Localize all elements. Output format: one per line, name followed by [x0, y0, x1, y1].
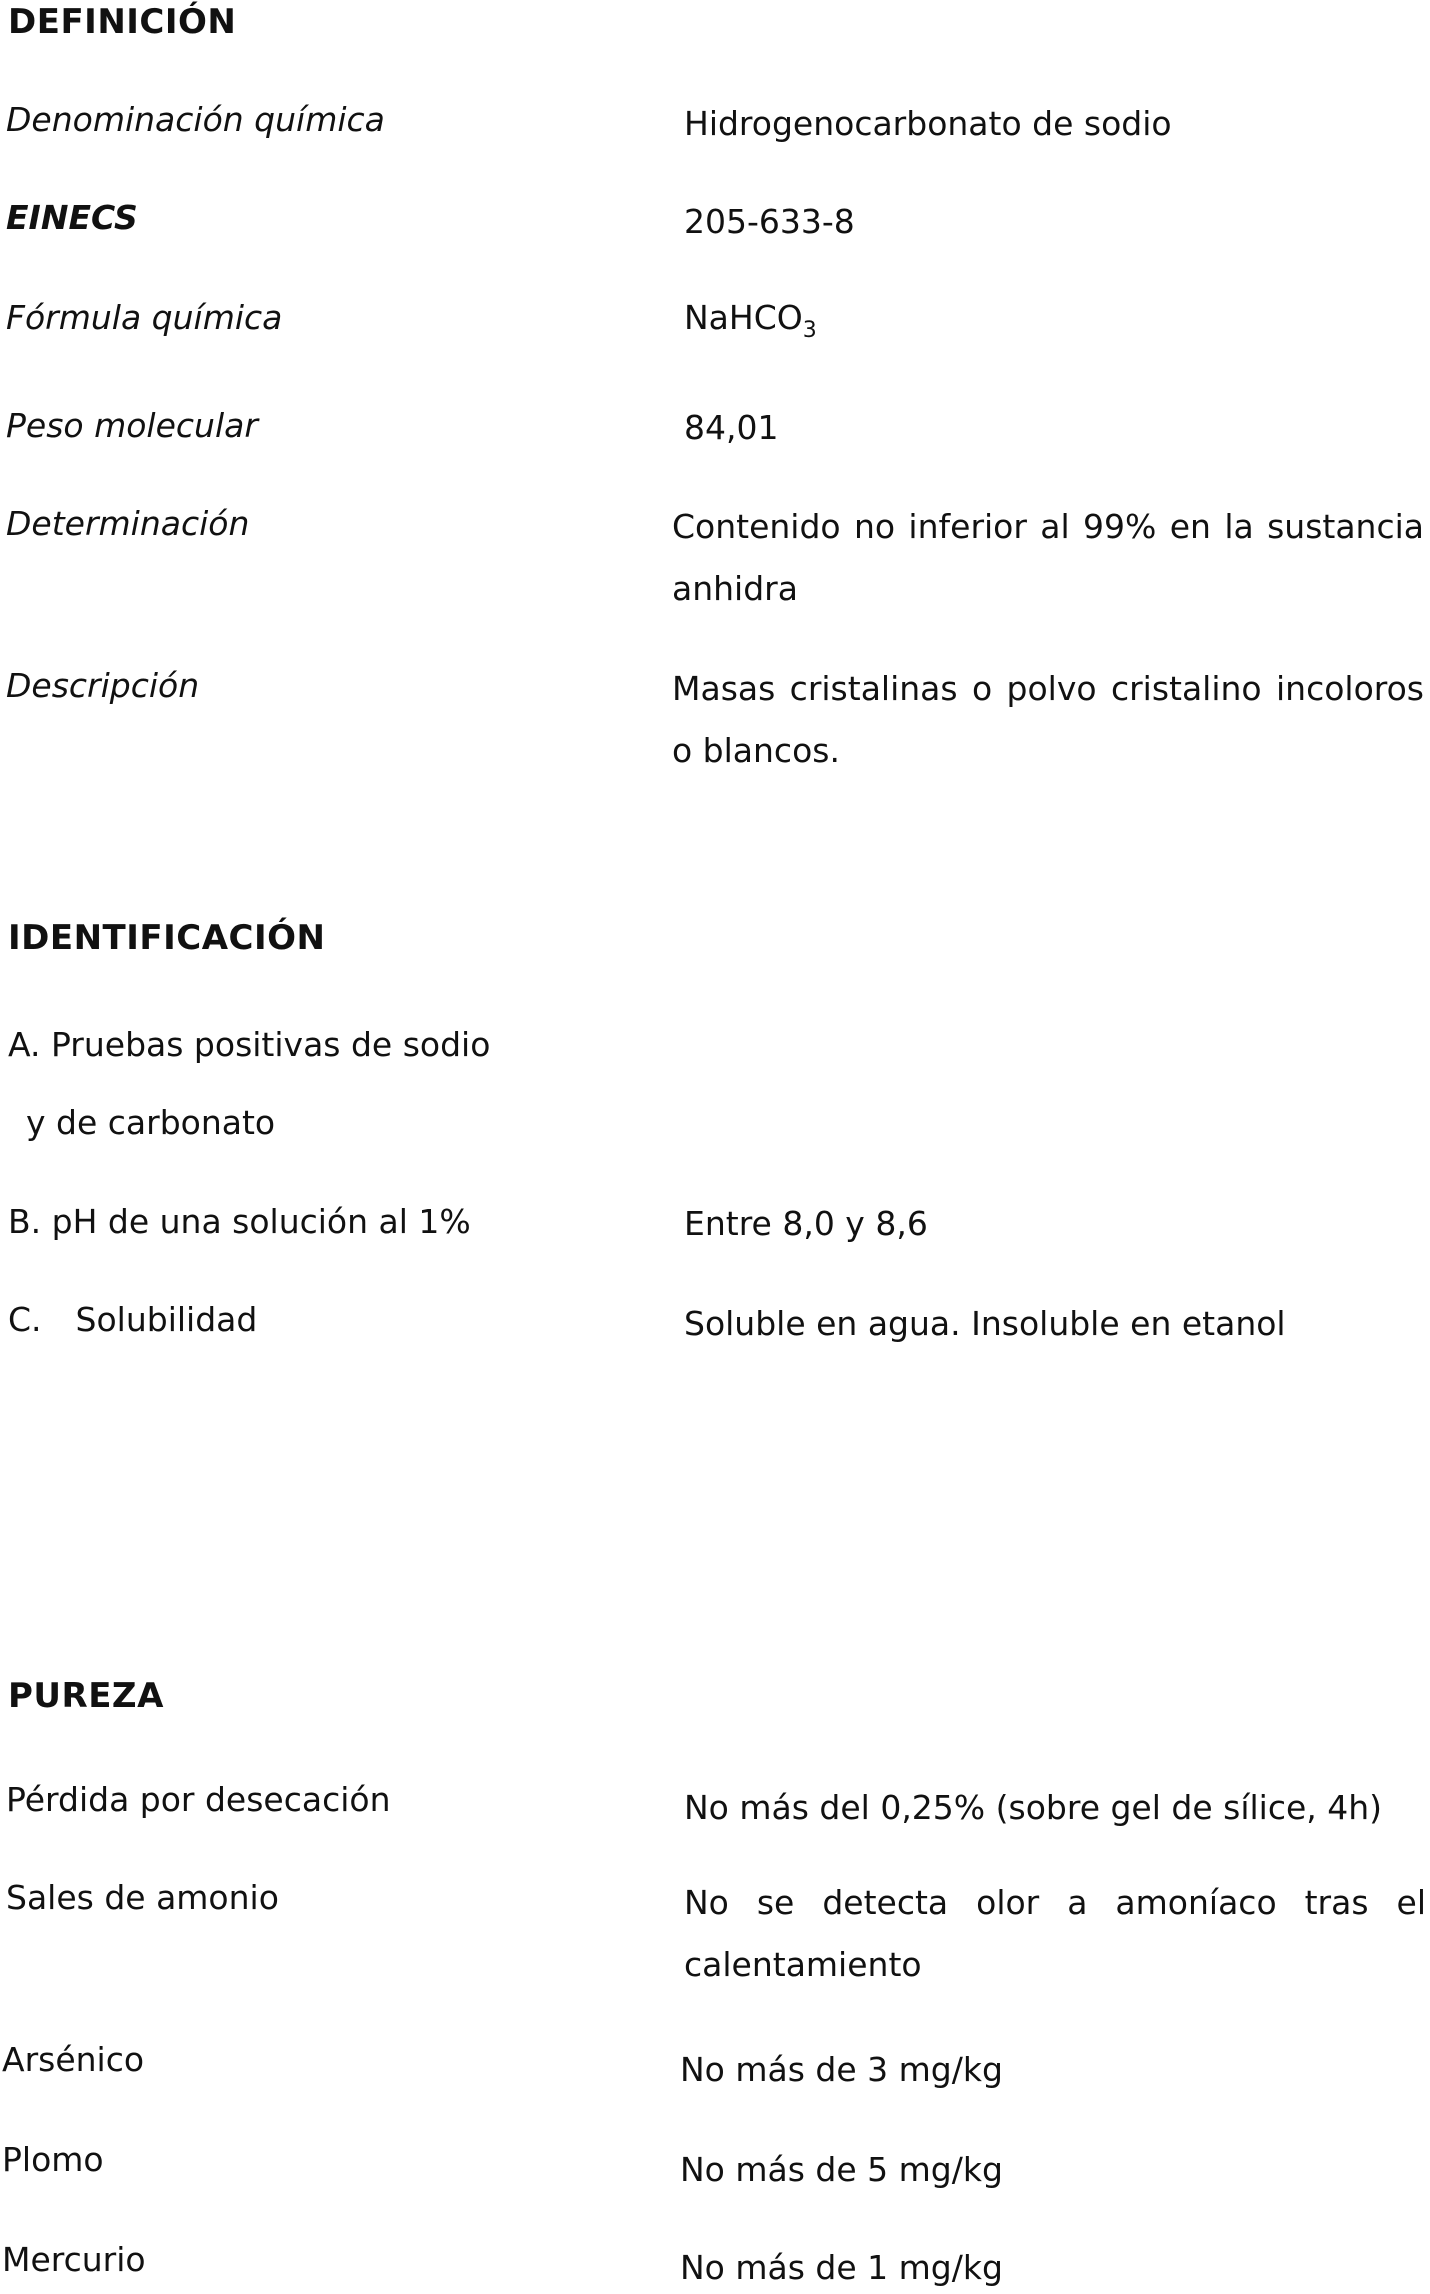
- formula-subscript: 3: [802, 318, 817, 343]
- label-plomo: Plomo: [2, 2140, 104, 2179]
- value-descripcion: Masas cristalinas o polvo cristalino incoloros o blancos.: [672, 669, 1424, 770]
- identificacion-item-c-value: Soluble en agua. Insoluble en etanol: [684, 1304, 1286, 1343]
- value-perdida-desecacion: No más del 0,25% (sobre gel de sílice, 4h): [684, 1788, 1383, 1827]
- label-peso-molecular: Peso molecular: [6, 406, 258, 445]
- label-mercurio: Mercurio: [2, 2240, 146, 2279]
- section-heading-definicion: DEFINICIÓN: [8, 2, 237, 42]
- value-plomo: No más de 5 mg/kg: [680, 2150, 1003, 2189]
- formula-main: NaHCO: [684, 298, 803, 337]
- identificacion-item-c-text: Solubilidad: [75, 1300, 258, 1339]
- identificacion-item-b-value: Entre 8,0 y 8,6: [684, 1204, 928, 1243]
- value-einecs: 205-633-8: [684, 202, 855, 241]
- section-heading-pureza: PUREZA: [8, 1676, 164, 1716]
- value-arsenico: No más de 3 mg/kg: [680, 2050, 1003, 2089]
- label-formula-quimica: Fórmula química: [6, 298, 283, 337]
- value-peso-molecular: 84,01: [684, 408, 779, 447]
- identificacion-item-c-letter: C.: [8, 1300, 42, 1339]
- identificacion-item-a: [8, 1006, 568, 1162]
- value-formula-quimica: [684, 296, 817, 343]
- identificacion-item-b-label: B. pH de una solución al 1%: [8, 1202, 471, 1241]
- label-einecs: EINECS: [6, 198, 138, 237]
- identificacion-item-c-label: [8, 1298, 257, 1342]
- value-mercurio: No más de 1 mg/kg: [680, 2248, 1003, 2287]
- label-determinacion: Determinación: [6, 504, 250, 543]
- section-heading-identificacion: IDENTIFICACIÓN: [8, 918, 326, 958]
- label-descripcion: Descripción: [6, 666, 200, 705]
- label-perdida-desecacion: Pérdida por desecación: [6, 1780, 391, 1819]
- label-sales-amonio: Sales de amonio: [6, 1878, 279, 1917]
- value-determinacion: Contenido no inferior al 99% en la sustancia anhidra: [672, 507, 1424, 608]
- value-denominacion-quimica: Hidrogenocarbonato de sodio: [684, 104, 1172, 143]
- identificacion-item-a-line2: y de carbonato: [26, 1103, 276, 1142]
- label-arsenico: Arsénico: [2, 2040, 145, 2079]
- label-denominacion-quimica: Denominación química: [6, 100, 385, 139]
- value-sales-amonio: No se detecta olor a amoníaco tras el calentamiento: [684, 1883, 1426, 1984]
- identificacion-item-a-line1: A. Pruebas positivas de sodio: [8, 1025, 491, 1064]
